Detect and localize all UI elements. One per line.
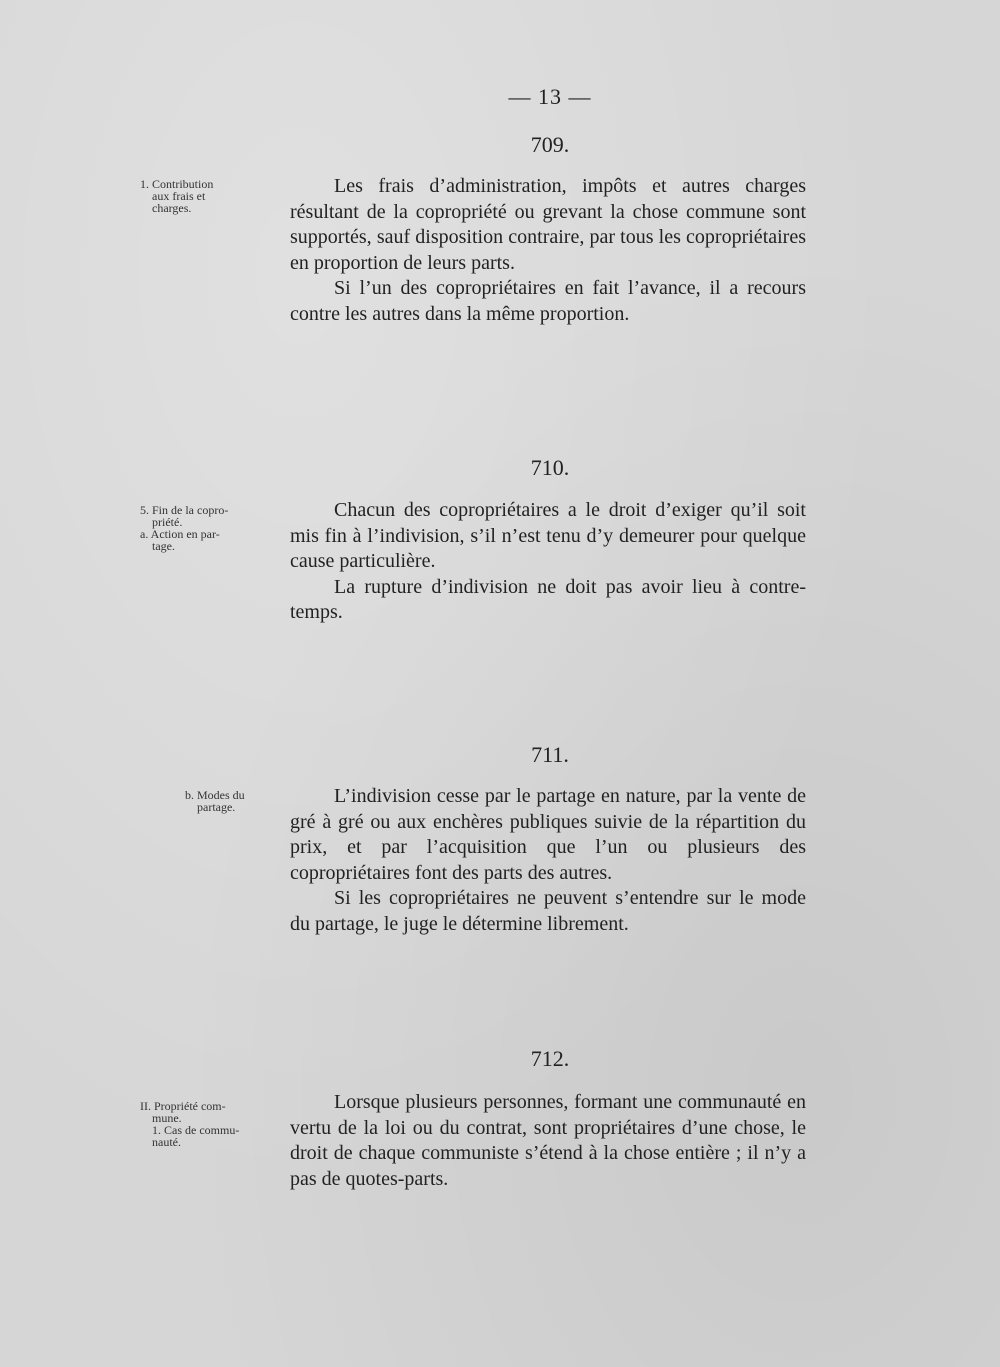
- paragraph: Si les copropriétaires ne peuvent s’entendre sur le mode du partage, le juge le détermine librement.: [290, 887, 806, 935]
- margin-note-line: priété.: [152, 515, 183, 529]
- margin-note-line: II. Propriété com-: [140, 1099, 226, 1113]
- margin-note-line: partage.: [197, 800, 236, 814]
- article-number: 709.: [530, 132, 570, 157]
- margin-note-line: 1. Contribution: [140, 177, 214, 191]
- margin-note: [140, 1100, 285, 1148]
- paragraph: Lorsque plusieurs personnes, formant une communauté en vertu de la loi ou du contrat, sont propriétaires d’une chose, le droit de chaque communiste s’étend à la chose entière ; il n’y a pas de quotes-parts.: [290, 1091, 806, 1190]
- article-number: 712.: [530, 1046, 570, 1071]
- margin-note-line: aux frais et: [152, 189, 206, 203]
- margin-note-line: 5. Fin de la copro-: [140, 503, 229, 517]
- paragraph: Si l’un des copropriétaires en fait l’avance, il a recours contre les autres dans la même proportion.: [290, 277, 806, 325]
- article-number: 710.: [530, 455, 570, 480]
- margin-note: [140, 178, 285, 214]
- page-number: — 13 —: [508, 84, 592, 109]
- paragraph: Les frais d’administration, impôts et autres charges résultant de la copropriété ou grevant la chose commune sont supportés, sauf disposition contraire, par tous les copropriétaires en proportion de leurs parts.: [290, 175, 806, 274]
- margin-note-line: charges.: [152, 201, 192, 215]
- margin-note-line: tage.: [152, 539, 175, 553]
- paragraph: L’indivision cesse par le partage en nature, par la vente de gré à gré ou aux enchères publiques suivie de la répartition du prix, et par l’acquisition que l’un ou plusieurs des copropriétaires font des parts des autres.: [290, 785, 806, 884]
- article-number: 711.: [531, 742, 569, 767]
- article-text: [290, 498, 806, 626]
- margin-note-line: 1. Cas de commu-: [152, 1123, 240, 1137]
- margin-note-line: a. Action en par-: [140, 527, 220, 541]
- article-text: [290, 1090, 806, 1192]
- paragraph: Chacun des copropriétaires a le droit d’exiger qu’il soit mis fin à l’indivision, s’il n’est tenu d’y demeurer pour quelque cause particulière.: [290, 499, 806, 572]
- paragraph: La rupture d’indivision ne doit pas avoir lieu à contre-temps.: [290, 575, 806, 623]
- article-text: [290, 784, 806, 937]
- margin-note: [140, 504, 285, 552]
- margin-note-line: nauté.: [152, 1135, 181, 1149]
- margin-note-line: mune.: [152, 1111, 182, 1125]
- margin-note-line: b. Modes du: [185, 788, 245, 802]
- article-text: [290, 174, 806, 327]
